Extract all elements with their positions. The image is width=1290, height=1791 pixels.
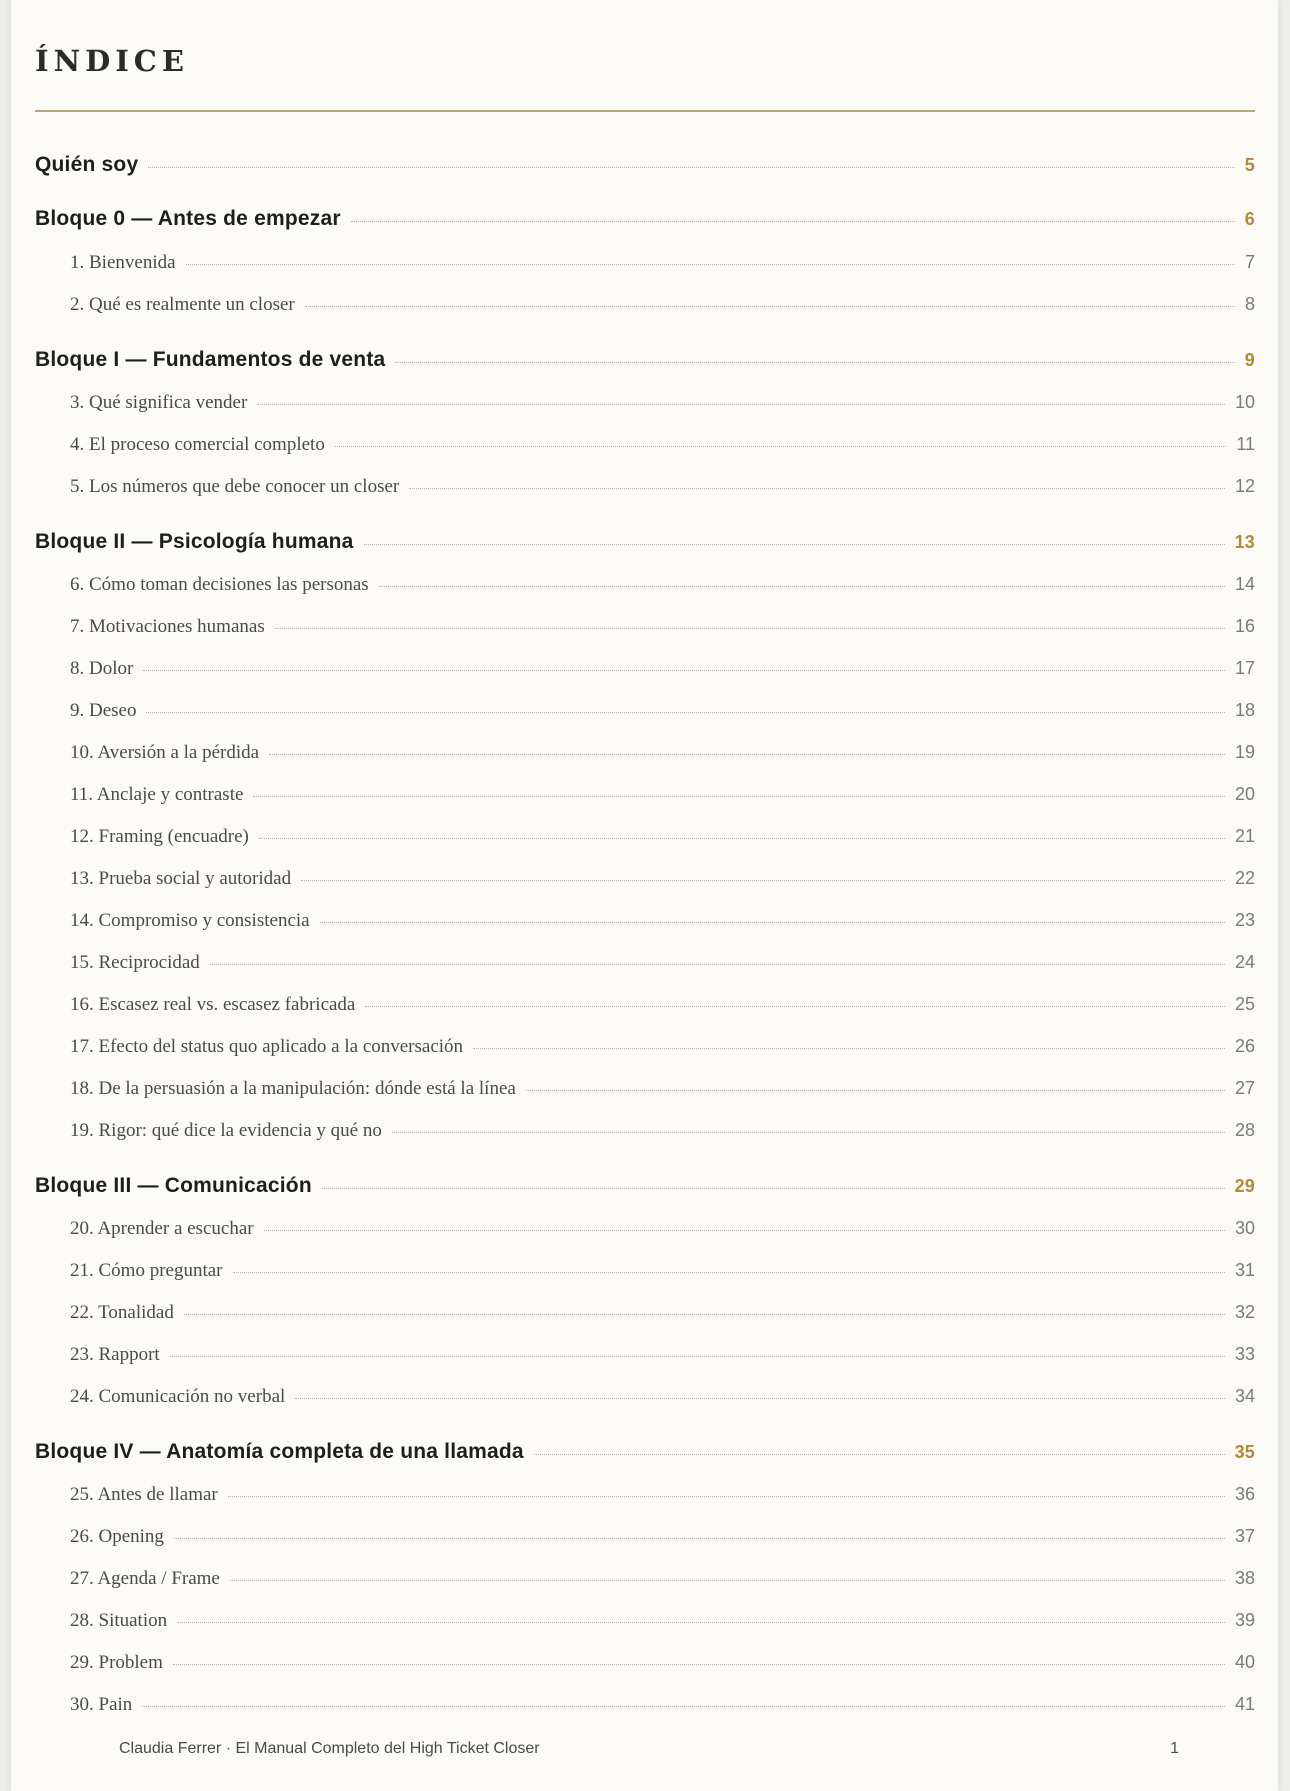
toc-section-entry[interactable] xyxy=(35,1174,1255,1198)
toc-chapter-entry[interactable] xyxy=(70,1610,1255,1632)
toc-entry-page: 38 xyxy=(1234,1568,1255,1588)
toc-entry-label: Bloque I — Fundamentos de venta xyxy=(35,348,386,371)
toc-entry-label: 24. Comunicación no verbal xyxy=(70,1386,286,1407)
toc-entry-label: 10. Aversión a la pérdida xyxy=(70,742,260,763)
toc-entry-page: 16 xyxy=(1234,616,1255,636)
toc-entry-label: 28. Situation xyxy=(70,1610,168,1631)
toc-entry-label: 30. Pain xyxy=(70,1694,133,1715)
toc-entry-page: 30 xyxy=(1234,1218,1255,1238)
toc-entry-label: 11. Anclaje y contraste xyxy=(70,784,244,805)
toc-entry-label: 17. Efecto del status quo aplicado a la conversación xyxy=(70,1036,464,1057)
toc-entry-label: Bloque III — Comunicación xyxy=(35,1174,312,1197)
dot-leader xyxy=(526,1090,1225,1091)
footer-page-number: 1 xyxy=(1170,1740,1179,1757)
toc-chapter-entry[interactable] xyxy=(70,1260,1255,1282)
toc-entry-page: 12 xyxy=(1234,476,1255,496)
dot-leader xyxy=(395,362,1234,363)
toc-chapter-entry[interactable] xyxy=(70,574,1255,596)
toc-entry-label: 25. Antes de llamar xyxy=(70,1484,218,1505)
toc-entry-page: 41 xyxy=(1234,1694,1255,1714)
toc-entry-label: 16. Escasez real vs. escasez fabricada xyxy=(70,994,356,1015)
toc-entry-label: 20. Aprender a escuchar xyxy=(70,1218,254,1239)
dot-leader xyxy=(257,404,1225,405)
toc-entry-page: 11 xyxy=(1236,434,1255,454)
toc-chapter-entry[interactable] xyxy=(70,1526,1255,1548)
toc-section-entry[interactable] xyxy=(35,1440,1255,1464)
toc-entry-page: 27 xyxy=(1234,1078,1255,1098)
toc-entry-label: 21. Cómo preguntar xyxy=(70,1260,223,1281)
toc-chapter-entry[interactable] xyxy=(70,952,1255,974)
dot-leader xyxy=(184,1314,1225,1315)
dot-leader xyxy=(295,1398,1225,1399)
dot-leader xyxy=(364,544,1225,545)
toc-chapter-entry[interactable] xyxy=(70,252,1255,274)
toc-section-entry[interactable] xyxy=(35,348,1255,372)
toc-entry-label: Quién soy xyxy=(35,153,139,176)
toc-entry-page: 9 xyxy=(1244,350,1255,370)
dot-leader xyxy=(534,1454,1225,1455)
toc-entry-page: 37 xyxy=(1234,1526,1255,1546)
toc-chapter-entry[interactable] xyxy=(70,1302,1255,1324)
toc-entry-label: 15. Reciprocidad xyxy=(70,952,200,973)
toc-entry-page: 33 xyxy=(1234,1344,1255,1364)
dot-leader xyxy=(379,586,1225,587)
toc-entry-page: 17 xyxy=(1234,658,1255,678)
dot-leader xyxy=(148,167,1234,168)
toc-entry-label: Bloque 0 — Antes de empezar xyxy=(35,207,341,230)
toc-entry-page: 13 xyxy=(1234,532,1255,552)
toc-chapter-entry[interactable] xyxy=(70,434,1255,456)
toc-entry-label: 6. Cómo toman decisiones las personas xyxy=(70,574,369,595)
toc-entry-page: 34 xyxy=(1234,1386,1255,1406)
toc-chapter-entry[interactable] xyxy=(70,1484,1255,1506)
dot-leader xyxy=(301,880,1225,881)
page-footer xyxy=(119,1740,1179,1758)
dot-leader xyxy=(264,1230,1225,1231)
footer-text: Claudia Ferrer · El Manual Completo del High Ticket Closer xyxy=(119,1740,540,1757)
dot-leader xyxy=(143,670,1225,671)
document-page xyxy=(11,0,1278,1791)
toc-entry-page: 29 xyxy=(1234,1176,1255,1196)
toc-chapter-entry[interactable] xyxy=(70,868,1255,890)
toc-entry-label: 14. Compromiso y consistencia xyxy=(70,910,310,931)
toc-chapter-entry[interactable] xyxy=(70,476,1255,498)
toc-entry-page: 25 xyxy=(1234,994,1255,1014)
toc-entry-page: 28 xyxy=(1234,1120,1255,1140)
toc-entry-page: 35 xyxy=(1234,1442,1255,1462)
toc-section-entry[interactable] xyxy=(35,153,1255,177)
toc-entry-label: 29. Problem xyxy=(70,1652,163,1673)
toc-chapter-entry[interactable] xyxy=(70,1386,1255,1408)
toc-section-entry[interactable] xyxy=(35,530,1255,554)
toc-entry-label: Bloque IV — Anatomía completa de una llamada xyxy=(35,1440,524,1463)
dot-leader xyxy=(170,1356,1225,1357)
toc-entry-label: 7. Motivaciones humanas xyxy=(70,616,265,637)
dot-leader xyxy=(275,628,1225,629)
toc-chapter-entry[interactable] xyxy=(70,392,1255,414)
toc-chapter-entry[interactable] xyxy=(70,1344,1255,1366)
toc-entry-page: 19 xyxy=(1234,742,1255,762)
toc-entry-page: 8 xyxy=(1244,294,1255,314)
dot-leader xyxy=(335,446,1226,447)
toc-entry-page: 26 xyxy=(1234,1036,1255,1056)
toc-chapter-entry[interactable] xyxy=(70,700,1255,722)
dot-leader xyxy=(351,221,1235,222)
dot-leader xyxy=(269,754,1225,755)
dot-leader xyxy=(228,1496,1225,1497)
toc-chapter-entry[interactable] xyxy=(70,658,1255,680)
toc-entry-page: 6 xyxy=(1244,209,1255,229)
toc-entry-label: 18. De la persuasión a la manipulación: dónde está la línea xyxy=(70,1078,516,1099)
toc-entry-label: 3. Qué significa vender xyxy=(70,392,248,413)
toc-entry-page: 24 xyxy=(1234,952,1255,972)
toc-chapter-entry[interactable] xyxy=(70,294,1255,316)
dot-leader xyxy=(142,1706,1225,1707)
dot-leader xyxy=(230,1580,1225,1581)
toc-chapter-entry[interactable] xyxy=(70,826,1255,848)
toc-entry-label: 2. Qué es realmente un closer xyxy=(70,294,295,315)
toc-entry-page: 18 xyxy=(1234,700,1255,720)
toc-entry-page: 21 xyxy=(1234,826,1255,846)
page-title: ÍNDICE xyxy=(35,44,189,78)
dot-leader xyxy=(253,796,1225,797)
dot-leader xyxy=(186,264,1235,265)
toc-entry-label: 23. Rapport xyxy=(70,1344,160,1365)
dot-leader xyxy=(173,1664,1225,1665)
toc-chapter-entry[interactable] xyxy=(70,910,1255,932)
dot-leader xyxy=(146,712,1224,713)
toc-entry-label: 12. Framing (encuadre) xyxy=(70,826,249,847)
dot-leader xyxy=(177,1622,1225,1623)
toc-chapter-entry[interactable] xyxy=(70,1120,1255,1142)
toc-chapter-entry[interactable] xyxy=(70,1036,1255,1058)
dot-leader xyxy=(174,1538,1225,1539)
toc-chapter-entry[interactable] xyxy=(70,616,1255,638)
toc-entry-page: 10 xyxy=(1234,392,1255,412)
toc-entry-page: 20 xyxy=(1234,784,1255,804)
toc-entry-label: 26. Opening xyxy=(70,1526,164,1547)
toc-entry-label: 22. Tonalidad xyxy=(70,1302,174,1323)
toc-chapter-entry[interactable] xyxy=(70,784,1255,806)
table-of-contents xyxy=(11,0,1278,1791)
toc-chapter-entry[interactable] xyxy=(70,1694,1255,1716)
toc-entry-page: 31 xyxy=(1234,1260,1255,1280)
toc-entry-page: 22 xyxy=(1234,868,1255,888)
toc-entry-page: 7 xyxy=(1244,252,1255,272)
toc-entry-label: 4. El proceso comercial completo xyxy=(70,434,325,455)
dot-leader xyxy=(322,1188,1225,1189)
toc-chapter-entry[interactable] xyxy=(70,994,1255,1016)
toc-chapter-entry[interactable] xyxy=(70,1218,1255,1240)
toc-entry-label: 8. Dolor xyxy=(70,658,134,679)
toc-entry-page: 14 xyxy=(1234,574,1255,594)
toc-chapter-entry[interactable] xyxy=(70,1652,1255,1674)
toc-entry-page: 40 xyxy=(1234,1652,1255,1672)
toc-entry-page: 5 xyxy=(1244,155,1255,175)
dot-leader xyxy=(392,1132,1225,1133)
toc-entry-page: 39 xyxy=(1234,1610,1255,1630)
dot-leader xyxy=(320,922,1225,923)
dot-leader xyxy=(305,306,1235,307)
toc-entry-label: 1. Bienvenida xyxy=(70,252,176,273)
dot-leader xyxy=(365,1006,1225,1007)
toc-section-entry[interactable] xyxy=(35,207,1255,231)
dot-leader xyxy=(210,964,1225,965)
dot-leader xyxy=(473,1048,1225,1049)
toc-entry-label: 13. Prueba social y autoridad xyxy=(70,868,292,889)
dot-leader xyxy=(259,838,1225,839)
toc-entry-label: 19. Rigor: qué dice la evidencia y qué no xyxy=(70,1120,382,1141)
toc-entry-label: 5. Los números que debe conocer un closer xyxy=(70,476,400,497)
dot-leader xyxy=(409,488,1225,489)
toc-entry-page: 36 xyxy=(1234,1484,1255,1504)
toc-entry-label: 9. Deseo xyxy=(70,700,137,721)
toc-entry-page: 23 xyxy=(1234,910,1255,930)
toc-entry-page: 32 xyxy=(1234,1302,1255,1322)
toc-chapter-entry[interactable] xyxy=(70,1078,1255,1100)
dot-leader xyxy=(233,1272,1225,1273)
toc-chapter-entry[interactable] xyxy=(70,742,1255,764)
toc-chapter-entry[interactable] xyxy=(70,1568,1255,1590)
toc-entry-label: Bloque II — Psicología humana xyxy=(35,530,354,553)
toc-entry-label: 27. Agenda / Frame xyxy=(70,1568,220,1589)
